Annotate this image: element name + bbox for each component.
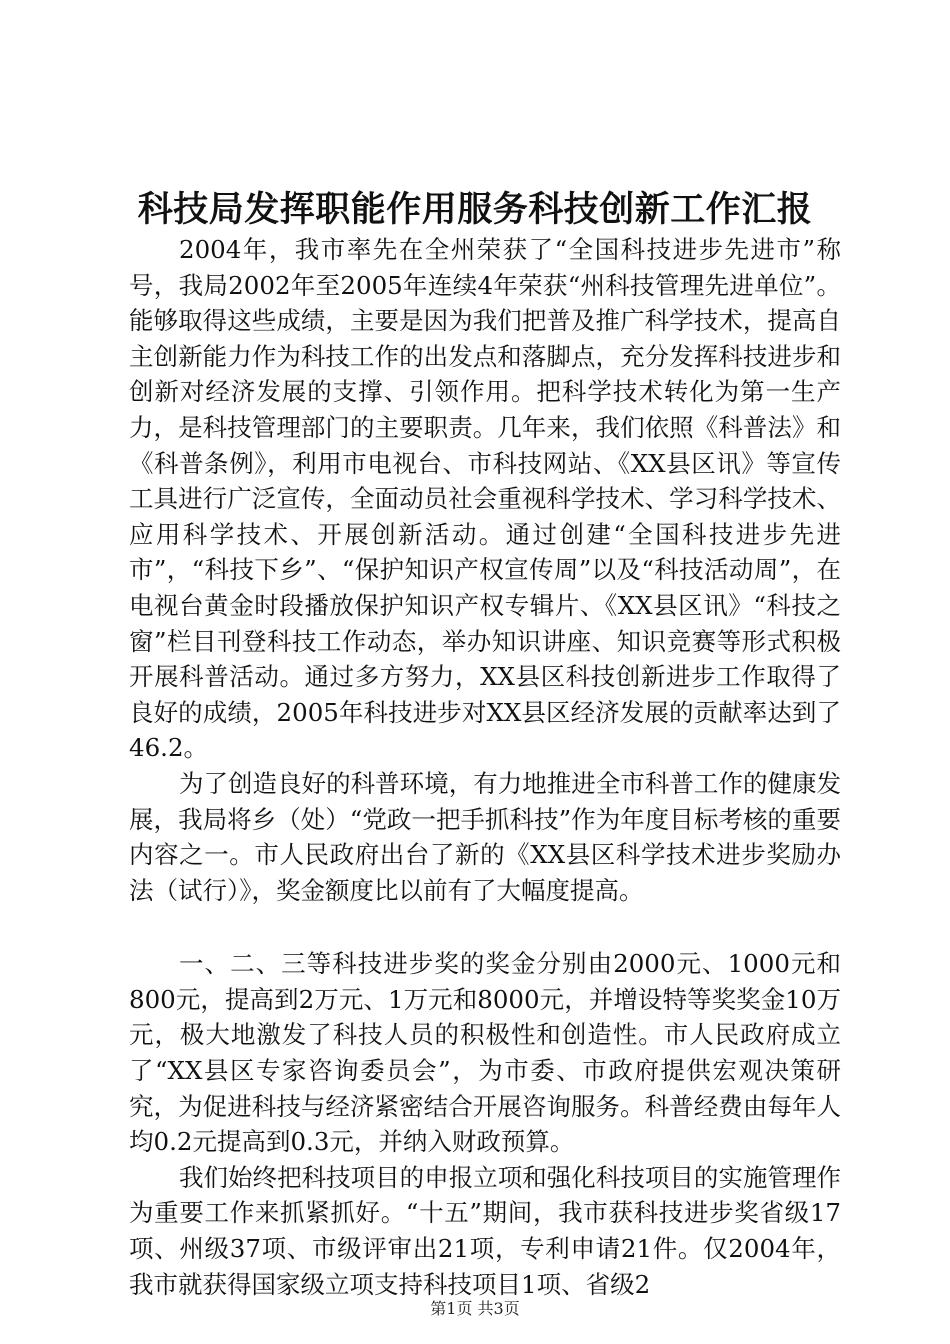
- paragraph-3: 一、二、三等科技进步奖的奖金分别由2000元、1000元和800元，提高到2万元、1万元和8000元，并增设特等奖奖金10万元，极大地激发了科技人员的积极性和创造性。市人民政府成立了“XX县区专家咨询委员会”，为市委、市政府提供宏观决策研究，为促进科技与经济紧密结合开展咨询服务。科普经费由每年人均0.2元提高到0.3元，并纳入财政预算。: [129, 949, 841, 1157]
- page-footer: 第1页 共3页: [430, 1299, 520, 1318]
- document-title: 科技局发挥职能作用服务科技创新工作汇报: [137, 189, 813, 230]
- document-body: [129, 232, 841, 1302]
- paragraph-4: 我们始终把科技项目的申报立项和强化科技项目的实施管理作为重要工作来抓紧抓好。“十五”期间，我市获科技进步奖省级17项、州级37项、市级评审出21项，专利申请21件。仅2004年，我市就获得国家级立项支持科技项目1项、省级2: [129, 1162, 841, 1299]
- paragraph-1: 2004年，我市率先在全州荣获了“全国科技进步先进市”称号，我局2002年至2005年连续4年荣获“州科技管理先进单位”。能够取得这些成绩，主要是因为我们把普及推广科学技术，提高自主创新能力作为科技工作的出发点和落脚点，充分发挥科技进步和创新对经济发展的支撑、引领作用。把科学技术转化为第一生产力，是科技管理部门的主要职责。几年来，我们依照《科普法》和《科普条例》，利用市电视台、市科技网站、《XX县区讯》等宣传工具进行广泛宣传，全面动员社会重视科学技术、学习科学技术、应用科学技术、开展创新活动。通过创建“全国科技进步先进市”，“科技下乡”、“保护知识产权宣传周”以及“科技活动周”，在电视台黄金时段播放保护知识产权专辑片、《XX县区讯》“科技之窗”栏目刊登科技工作动态，举办知识讲座、知识竞赛等形式积极开展科普活动。通过多方努力，XX县区科技创新进步工作取得了良好的成绩，2005年科技进步对XX县区经济发展的贡献率达到了46.2。: [129, 235, 841, 763]
- paragraph-2: 为了创造良好的科普环境，有力地推进全市科普工作的健康发展，我局将乡（处）“党政一把手抓科技”作为年度目标考核的重要内容之一。市人民政府出台了新的《XX县区科学技术进步奖励办法（试行）》，奖金额度比以前有了大幅度提高。: [129, 768, 841, 905]
